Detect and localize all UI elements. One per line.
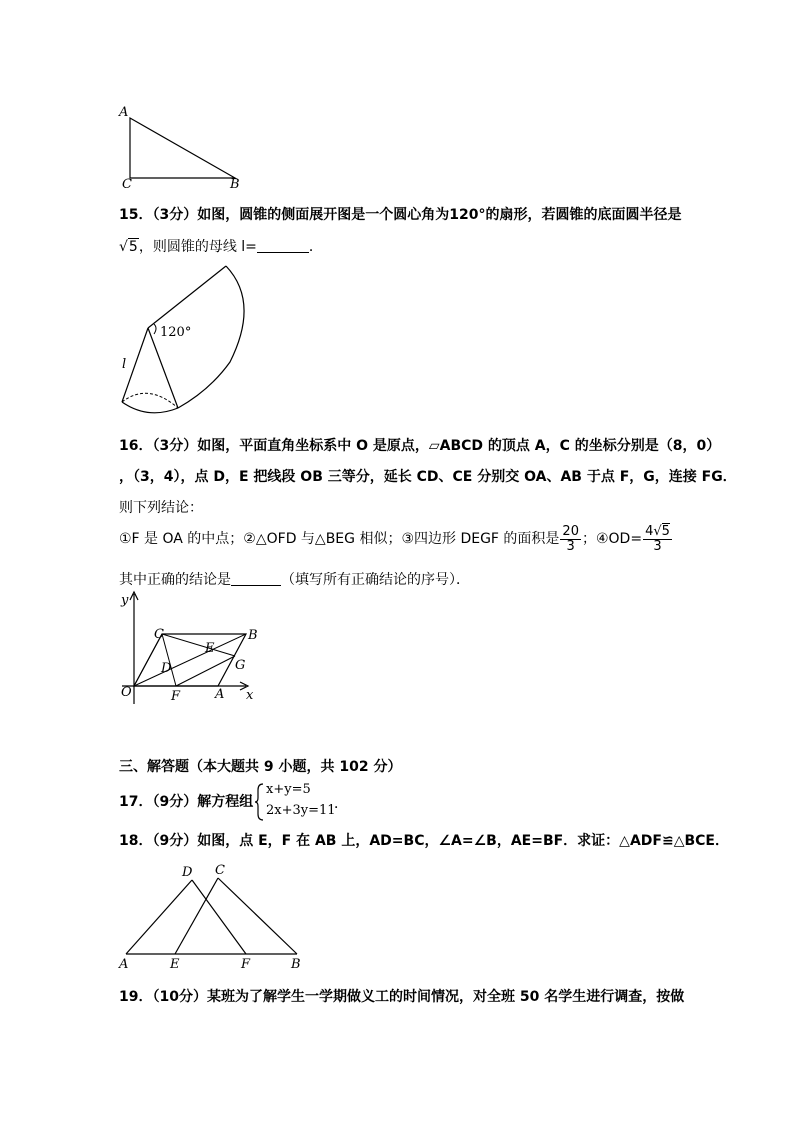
q15-line2: √5，则圆锥的母线 l= ．: [119, 239, 323, 255]
label-b: B: [291, 957, 301, 970]
q17-eq2: 2x+3y=11: [266, 803, 336, 818]
angle-arc: [154, 324, 156, 334]
diagonal-ob: [134, 634, 246, 686]
label-a: A: [215, 687, 225, 702]
label-c: C: [215, 863, 225, 878]
segment-cf: [162, 634, 176, 686]
label-x: x: [246, 688, 254, 703]
triangle-figure-q14: [110, 100, 250, 195]
q16-line4: ①F 是 OA 的中点；②△OFD 与△BEG 相似；③四边形 DEGF 的面积是 $\frac{20}{3}$ ；④OD= $\frac{4√5}{3}$: [119, 523, 670, 554]
label-b: B: [248, 628, 258, 643]
segment-ec: [175, 878, 218, 954]
q17-label: 17．（9分）解方程组: [119, 794, 254, 810]
cone-base-back: [122, 393, 178, 408]
segment-ad: [126, 880, 192, 954]
cone-edge-right: [148, 328, 178, 408]
section-title: 三、解答题（本大题共 9 小题，共 102 分）: [119, 759, 402, 775]
answer-blank-q16[interactable]: [231, 571, 281, 586]
label-a: A: [119, 105, 129, 120]
label-y: y: [121, 593, 129, 608]
triangles-figure-q18: [112, 858, 312, 970]
q17-end: ．: [334, 796, 348, 812]
q16-line5: 其中正确的结论是 （填写所有正确结论的序号）．: [119, 572, 470, 588]
q19-text: 19．（10分）某班为了解学生一学期做义工的时间情况，对全班 50 名学生进行调查，按做: [119, 989, 685, 1005]
q15-line1: 15．（3分）如图，圆锥的侧面展开图是一个圆心角为120°的扇形，若圆锥的底面圆半径是: [119, 207, 682, 223]
label-d: D: [182, 865, 193, 880]
triangle-abc: [130, 118, 235, 178]
sector-edge: [148, 266, 226, 328]
fraction-4sqrt5-3: $\frac{4√5}{3}$: [645, 523, 670, 554]
label-e: E: [170, 957, 180, 970]
label-e: E: [205, 641, 215, 656]
q16-line1: 16．（3分）如图，平面直角坐标系中 O 是原点，▱ABCD 的顶点 A，C 的坐标分别是（8，0）: [119, 438, 721, 454]
label-b: B: [230, 177, 240, 192]
cone-figure-q15: [110, 262, 250, 422]
angle-label: 120°: [160, 325, 192, 340]
answer-blank-q15[interactable]: [257, 238, 309, 253]
label-g: G: [235, 658, 246, 673]
label-f: F: [171, 689, 181, 704]
brace-icon: [255, 782, 265, 822]
q18-text: 18．（9分）如图，点 E，F 在 AB 上，AD=BC，∠A=∠B，AE=BF．求证：△ADF≌△BCE．: [119, 833, 729, 849]
label-c: C: [122, 177, 132, 192]
label-d: D: [161, 661, 172, 676]
parallelogram-figure-q16: [112, 588, 282, 718]
q16-line3: 则下列结论：: [119, 500, 203, 516]
segment-cg: [162, 634, 235, 656]
label-o: O: [121, 685, 132, 700]
label-f: F: [241, 957, 251, 970]
cone-base-front: [122, 402, 178, 413]
segment-cb: [218, 878, 297, 954]
label-c: C: [154, 627, 164, 642]
fraction-20-3: $\frac{20}{3}$: [562, 523, 579, 554]
q17-eq1: x+y=5: [266, 782, 311, 797]
slant-label: l: [122, 357, 127, 372]
segment-df: [192, 880, 246, 954]
q16-line2: ，（3，4），点 D，E 把线段 OB 三等分，延长 CD、CE 分别交 OA、AB 于点 F，G，连接 FG．: [119, 469, 737, 485]
label-a: A: [119, 957, 129, 970]
sqrt-five: √5: [119, 239, 138, 255]
